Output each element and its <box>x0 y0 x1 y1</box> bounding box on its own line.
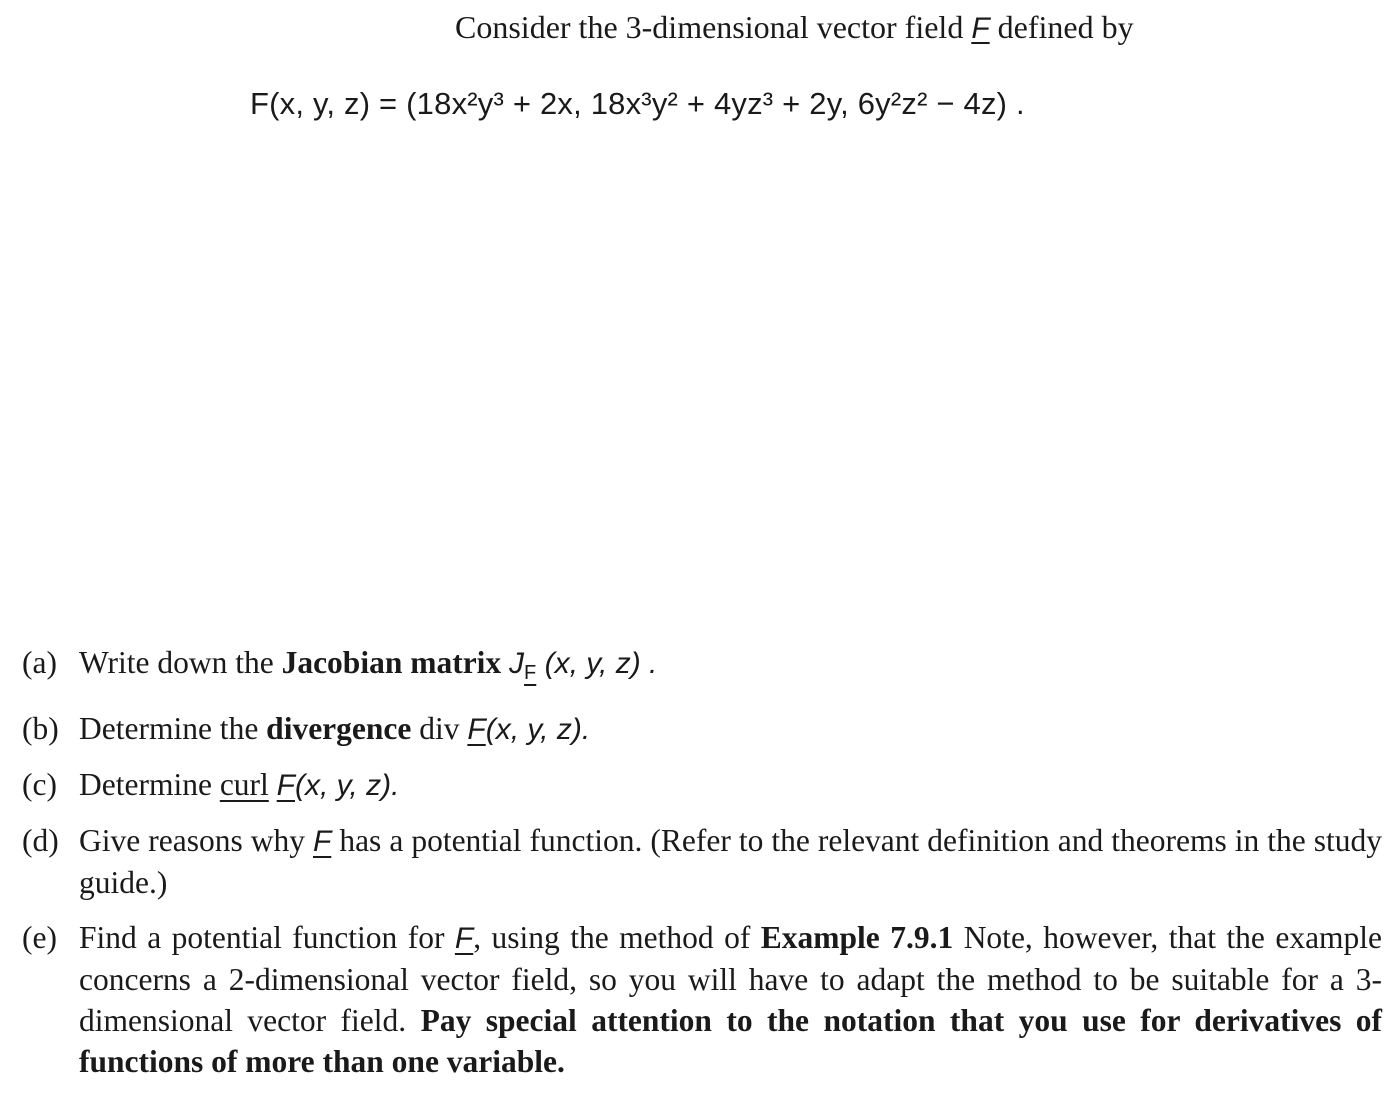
part-e-text <box>79 917 1382 1082</box>
part-a-text <box>79 642 1382 694</box>
part-a <box>22 642 1382 694</box>
question-parts <box>22 642 1382 1096</box>
part-e-label: (e) <box>22 920 57 955</box>
intro-sentence <box>0 6 1397 50</box>
part-e <box>22 917 1382 1082</box>
curl-args: (x, y, z). <box>295 769 400 802</box>
part-b-before: Determine the <box>79 711 259 746</box>
part-c <box>22 764 1382 806</box>
part-c-text <box>79 764 1382 806</box>
vector-field-symbol: F <box>276 769 295 802</box>
jacobian-subscript: F <box>524 662 537 684</box>
vector-field-symbol: F <box>454 922 474 955</box>
jacobian-term: Jacobian matrix <box>281 645 502 680</box>
part-c-label: (c) <box>22 767 57 802</box>
vector-field-symbol: F <box>312 825 332 858</box>
part-e-after: Note, however, that the example concerns a 2-dimensional vector field, so you will have to adapt the method to be suitable for a 3-dimensional vector field. <box>79 920 1383 1038</box>
part-a-label: (a) <box>22 645 57 680</box>
part-d <box>22 820 1382 903</box>
curl-expression <box>277 769 400 802</box>
jacobian-expression <box>509 647 658 684</box>
jacobian-symbol: J <box>509 647 525 680</box>
div-operator: div <box>419 711 460 746</box>
part-b <box>22 708 1382 750</box>
part-a-before: Write down the <box>79 645 274 680</box>
part-e-mid: , using the method of <box>473 920 751 955</box>
part-d-text <box>79 820 1382 903</box>
notation-warning: Pay special attention to the notation that you use for derivatives of functions of more than one variable. <box>79 1003 1382 1079</box>
part-d-after: has a potential function. (Refer to the relevant definition and theorems in the study guide.) <box>79 823 1383 900</box>
divergence-args: (x, y, z). <box>485 713 591 746</box>
example-reference: Example 7.9.1 <box>760 920 954 955</box>
part-d-label: (d) <box>22 823 59 858</box>
part-c-before: Determine <box>79 767 212 802</box>
divergence-term: divergence <box>266 711 412 746</box>
vector-field-symbol: F <box>467 713 486 746</box>
vector-field-symbol: F <box>971 12 990 45</box>
part-b-label: (b) <box>22 711 59 746</box>
divergence-expression <box>467 713 590 746</box>
part-b-text <box>79 708 1382 750</box>
intro-text-before: Consider the 3-dimensional vector field <box>455 9 964 45</box>
part-e-before: Find a potential function for <box>79 920 445 955</box>
curl-operator: curl <box>219 767 269 802</box>
vector-field-formula: F(x, y, z) = (18x²y³ + 2x, 18x³y² + 4yz³ + 2y, 6y²z² − 4z) . <box>250 86 1025 121</box>
intro-text-after: defined by <box>997 9 1134 45</box>
part-d-before: Give reasons why <box>79 823 305 858</box>
jacobian-args: (x, y, z) . <box>544 647 658 680</box>
